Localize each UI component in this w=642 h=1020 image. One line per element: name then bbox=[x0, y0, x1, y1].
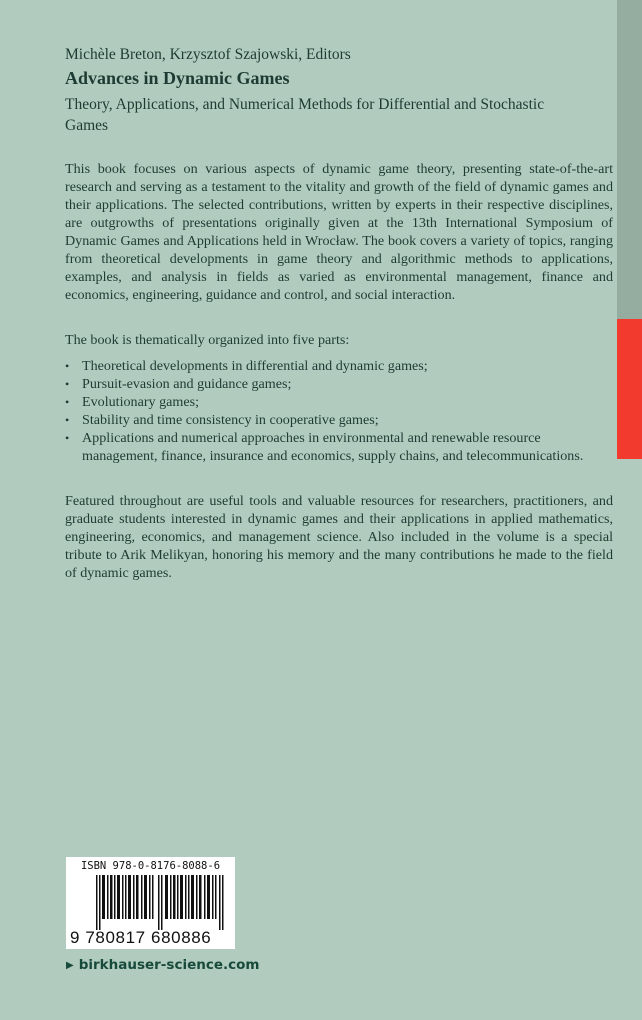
parts-list bbox=[65, 357, 613, 465]
barcode-icon bbox=[96, 875, 224, 930]
publisher-link[interactable] bbox=[66, 957, 259, 973]
list-item: • Stability and time consistency in cooperative games; bbox=[65, 411, 613, 429]
list-item: • Applications and numerical approaches in environmental and renewable resource management, finance, insurance and economics, supply chains, and telecommunications. bbox=[65, 429, 613, 465]
isbn-barcode bbox=[66, 857, 235, 949]
editors-line: Michèle Breton, Krzysztof Szajowski, Editors bbox=[65, 46, 351, 63]
parts-intro: The book is thematically organized into five parts: bbox=[65, 332, 350, 348]
book-title: Advances in Dynamic Games bbox=[65, 68, 290, 88]
publisher-url: birkhauser-science.com bbox=[78, 957, 260, 973]
list-item: • Theoretical developments in differential and dynamic games; bbox=[65, 357, 613, 375]
description-paragraph: This book focuses on various aspects of dynamic game theory, presenting state-of-the-art research and serving as a testament to the vitality and growth of the field of dynamic games and their applications. The selected contributions, written by experts in their respective disciplines, are outgrowths of presentations originally given at the 13th International Symposium of Dynamic Games and Applications held in Wrocław. The book covers a variety of topics, ranging from theoretical developments in game theory and algorithmic methods to applications, examples, and analysis in fields as varied as environmental management, finance and economics, engineering, guidance and control, and social interaction. bbox=[65, 161, 613, 303]
isbn-label: ISBN 978-0-8176-8088-6 bbox=[80, 860, 221, 872]
decorative-red-strip bbox=[617, 319, 642, 459]
triangle-right-icon: ▶ bbox=[66, 960, 74, 971]
list-item: • Evolutionary games; bbox=[65, 393, 613, 411]
barcode-digits: 9 780817 680886 bbox=[70, 928, 212, 947]
book-subtitle: Theory, Applications, and Numerical Methods for Differential and Stochastic Games bbox=[65, 96, 545, 134]
featured-paragraph: Featured throughout are useful tools and valuable resources for researchers, practitioners, and graduate students interested in dynamic games and their applications in applied mathematics, engineering, economics, and management science. Also included in the volume is a special tribute to Arik Melikyan, honoring his memory and the many contributions he made to the field of dynamic games. bbox=[65, 493, 613, 581]
decorative-grey-strip bbox=[617, 0, 642, 319]
list-item: • Pursuit-evasion and guidance games; bbox=[65, 375, 613, 393]
